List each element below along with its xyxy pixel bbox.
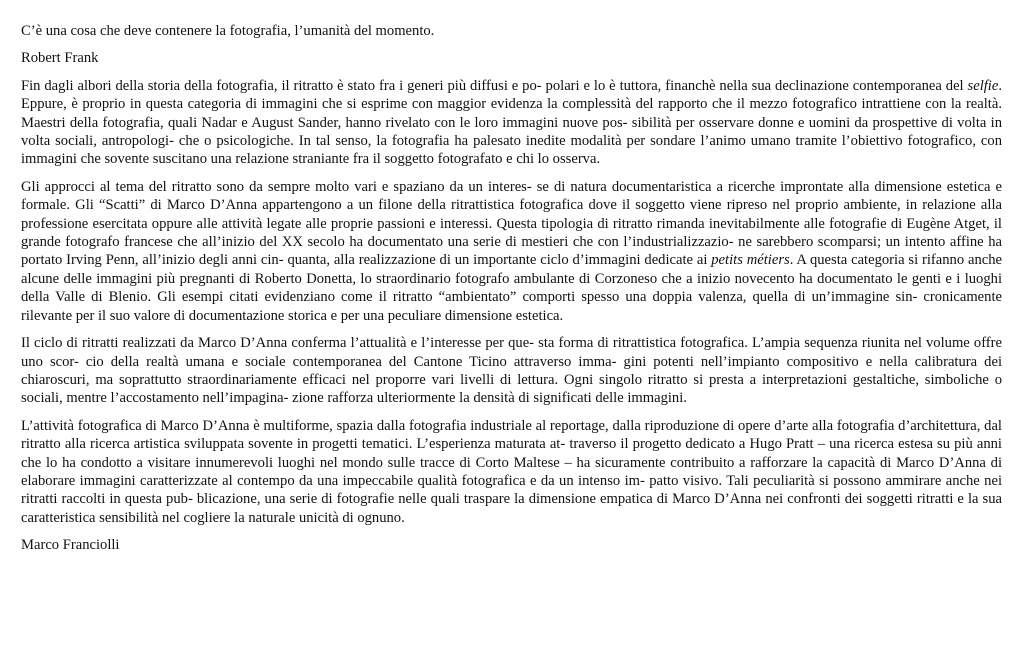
- paragraph-4: L’attività fotografica di Marco D’Anna è multiforme, spazia dalla fotografia industriale al reportage, dalla riproduzione di opere d’arte alla fotografia d’architettura, dal ritratto alla ricerca artistica sviluppata sovente in progetti tematici. L’esperienza maturata at- traverso il progetto dedicato a Hugo Pratt – una ricerca estesa su più anni che lo ha condotto a visitare innumerevoli luoghi nel mondo sulle tracce di Corto Maltese – ha sicuramente contribuito a rafforzare la capacità di Marco D’Anna di elaborare immagini caratterizzate al contempo da una impeccabile qualità fotografica e da un intenso im- patto visivo. Tali peculiarità si possono ammirare anche nei ritratti raccolti in questa pub- blicazione, una serie di fotografie nelle quali traspare la dimensione empatica di Marco D’Anna nei confronti dei soggetti ritratti e la sua caratteristica sensibilità nel cogliere la naturale unicità di ognuno.: [21, 417, 1002, 526]
- epigraph-quote: C’è una cosa che deve contenere la fotografia, l’umanità del momento.: [21, 23, 435, 39]
- paragraph-1-text-a: Fin dagli albori della storia della fotografia, il ritratto è stato fra i generi più diffusi e po- polari e lo è tuttora, financhè nella sua declinazione contemporanea del: [21, 77, 968, 94]
- paragraph-1: [21, 77, 1002, 169]
- document-page: [21, 22, 1002, 564]
- paragraph-2-text-a: Gli approcci al tema del ritratto sono da sempre molto vari e spaziano da un interes- se di natura documentaristica a ricerche improntate alla dimensione estetica e formale. Gli “Scatti” di Marco D’Anna appartengono a un filone della ritrattistica fotografica dove il soggetto viene ripreso nel proprio ambiente, in relazione alla professione esercitata oppure alle attività legate alle proprie passioni e interessi. Questa tipologia di ritratto rimanda inevitabilmente alle fotografie di Eugène Atget, il grande fotografo francese che all’inizio del XX secolo ha documentato una serie di mestieri che con l’industrializzazio- ne sarebbero scomparsi; un intento affine ha portato Irving Penn, all’inizio degli anni cin- quanta, alla realizzazione di un importante ciclo d’immagini dedicate ai: [21, 178, 1002, 269]
- paragraph-1-emphasis: selfie: [967, 77, 999, 94]
- paragraph-2: [21, 178, 1002, 325]
- paragraph-2-emphasis: petits métiers: [711, 252, 790, 269]
- paragraph-3: Il ciclo di ritratti realizzati da Marco D’Anna conferma l’attualità e l’interesse per que- sta forma di ritrattistica fotografica. L’ampia sequenza riunita nel volume offre uno scor- cio della realtà umana e sociale contemporanea del Cantone Ticino attraverso imma- gini potenti nell’impianto compositivo e nella calibratura dei chiaroscuri, ma soprattutto straordinariamente efficaci nel proporre vari livelli di lettura. Ogni singolo ritratto si presta a interpretazioni gestaltiche, simboliche o sociali, mentre l’accostamento nell’impagina- zione rafforza ulteriormente la densità di significati delle immagini.: [21, 335, 1002, 407]
- paragraph-2-text-b: . A questa categoria si rifanno anche alcune delle immagini più pregnanti di Roberto Donetta, lo straordinario fotografo ambulante di Corzoneso che a inizio novecento ha documentato le genti e i luoghi della Valle di Blenio. Gli esempi citati evidenziano come il ritratto “ambientato” comporti spesso una doppia valenza, quella di un’immagine sin- cronicamente rilevante per il suo valore di documentazione storica e per una peculiare dimensione estetica.: [21, 252, 1002, 324]
- epigraph-author: Robert Frank: [21, 50, 99, 67]
- paragraph-1-text-b: . Eppure, è proprio in questa categoria di immagini che si esprime con maggior evidenza la complessità del rapporto che il mezzo fotografico intrattiene con la realtà. Maestri della fotografia, quali Nadar e August Sander, hanno rivelato con le loro immagini nuove pos- sibilità per osservare donne e uomini da prospettive di volta in volta sociali, antropologi- che o psicologiche. In tal senso, la fotografia ha palesato inedite modalità per sondare l’animo umano tramite l’obiettivo fotografico, con immagini che sovente suscitano una relazione straniante fra il soggetto fotografato e chi lo osserva.: [21, 77, 1002, 168]
- signature: Marco Franciolli: [21, 537, 120, 554]
